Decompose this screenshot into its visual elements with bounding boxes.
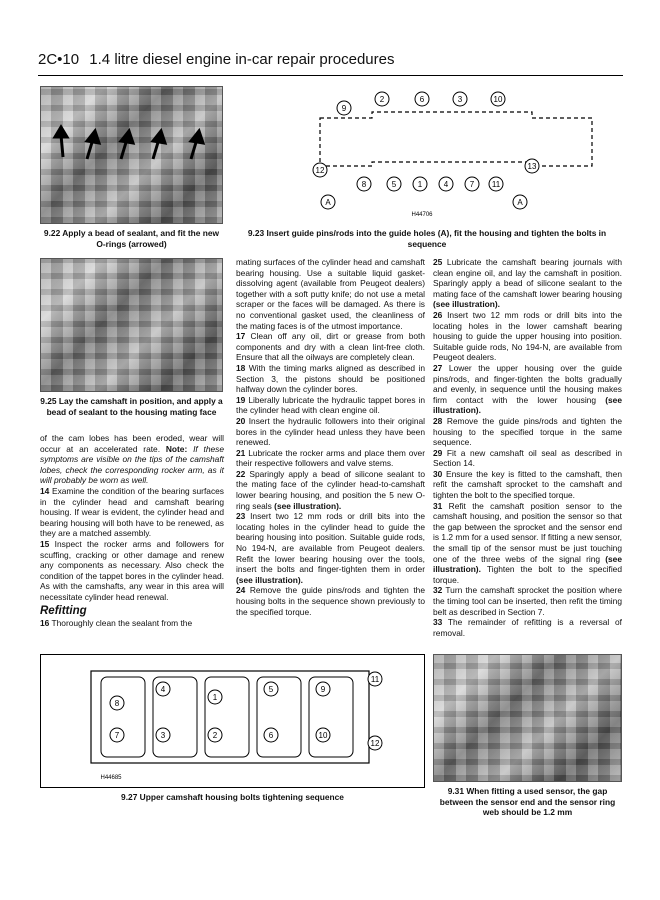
diagram-9-27 [40, 654, 425, 788]
photo-9-31 [433, 654, 622, 782]
diagram-9-23-svg [232, 86, 622, 224]
column-3 [433, 257, 622, 638]
num-2: 2 [379, 95, 385, 104]
arrow-head [153, 131, 165, 143]
caption-9-22: 9.22 Apply a bead of sealant, and fit the new O-rings (arrowed) [43, 228, 220, 249]
para-intro: of the cam lobes has been eroded, wear will occur at an accelerated rate. Note: If these symptoms are visible on the tips of the camshaft lobes, check the corresponding rocker arm, as it will probably be worn as well. [40, 433, 225, 486]
num-3: 3 [457, 95, 463, 104]
num-12: 12 [370, 739, 380, 748]
para-24: 24 Remove the guide pins/rods and tighten the housing bolts in the sequence shown previously to the specified torque. [236, 585, 425, 617]
num-8: 8 [114, 699, 120, 708]
para-14: 14 Examine the condition of the bearing surfaces in the cylinder head and camshaft bearing housing. If wear is evident, the cylinder head and bearing housing will both have to be renewed, as they are a matched assembly. [40, 485, 224, 539]
num-12: 12 [315, 166, 325, 175]
num-4: 4 [160, 685, 166, 694]
num-10: 10 [493, 95, 503, 104]
num-11: 11 [491, 180, 501, 189]
num-5: 5 [268, 685, 274, 694]
num-3: 3 [160, 731, 166, 740]
para-22: 22 Sparingly apply a bead of silicone sealant to the mating face of the cylinder head-to-camshaft lower bearing housing, and position the 5 new O-ring seals (see illustration). [236, 468, 426, 511]
arrow-head [121, 131, 133, 143]
para-31: 31 Refit the camshaft position sensor to the camshaft housing, and position the sensor so that the gap between the sprocket and the sensor end is 1.2 mm for a used sensor. If fitting a new sensor, the small tip of the sensor must be just touching one of the three webs of the signal ring (see illustration). Tighten the bolt to the specified torque. [433, 500, 623, 585]
arrow-head [191, 131, 203, 143]
para-16-cont: mating surfaces of the cylinder head and camshaft bearing housing. Use a suitable liquid gasket-dissolving agent (available from Peugeot dealers) together with a soft putty knife; do not use a metal scraper or the faces will be damaged. As there is no conventional gasket used, the cleanliness of the mating faces is of the utmost importance. [236, 257, 425, 331]
num-1: 1 [417, 180, 423, 189]
caption-9-23: 9.23 Insert guide pins/rods into the guide holes (A), fit the housing and tighten the bolts in sequence [247, 228, 607, 249]
para-16: 16 Thoroughly clean the sealant from the [40, 618, 193, 629]
para-29: 29 Fit a new camshaft oil seal as described in Section 14. [433, 447, 623, 469]
para-21: 21 Lubricate the rocker arms and place them over their respective followers and valve stems. [236, 447, 426, 469]
num-13: 13 [527, 162, 537, 171]
num-5: 5 [391, 180, 397, 189]
caption-9-31: 9.31 When fitting a used sensor, the gap between the sensor end and the sensor ring web should be 1.2 mm [439, 786, 616, 817]
photo-9-22 [40, 86, 223, 224]
caption-9-25: 9.25 Lay the camshaft in position, and apply a bead of sealant to the housing mating face [40, 396, 223, 417]
column-2 [236, 257, 425, 617]
num-6: 6 [268, 731, 274, 740]
arrow-head [55, 127, 67, 137]
num-8: 8 [361, 180, 367, 189]
para-28: 28 Remove the guide pins/rods and tighten the housing to the specified torque in the same sequence. [433, 415, 622, 448]
para-33: 33 The remainder of refitting is a reversal of removal. [433, 617, 622, 638]
para-25: 25 Lubricate the camshaft bearing journals with clean engine oil, and lay the camshaft in position. Sparingly apply a bead of silicone sealant to the mating face of the camshaft lower bearing housing (see illustration). [433, 257, 622, 310]
para-20: 20 Insert the hydraulic followers into their original bores in the cylinder head unless they have been renewed. [236, 415, 425, 448]
num-7: 7 [114, 731, 120, 740]
figure-code: H44685 [100, 775, 122, 781]
diagram-9-27-svg [41, 655, 424, 787]
num-4: 4 [443, 180, 449, 189]
bearing-cap [101, 677, 145, 757]
para-18: 18 With the timing marks aligned as described in Section 3, the pistons should be positioned halfway down the cylinder bores. [236, 362, 425, 395]
num-10: 10 [318, 731, 328, 740]
para-32: 32 Turn the camshaft sprocket the position where the timing tool can be inserted, then refit the timing belt as described in Section 7. [433, 585, 622, 617]
para-27: 27 Lower the upper housing over the guide pins/rods, and finger-tighten the bolts gradually and evenly, in sequence until the housing makes firm contact with the lower housing (see illustration). [433, 362, 622, 416]
arrow-head [87, 131, 99, 143]
num-9: 9 [320, 685, 326, 694]
figure-code: H44706 [411, 212, 433, 218]
diagram-9-23 [232, 86, 622, 224]
bearing-cap [205, 677, 249, 757]
page-header [38, 50, 623, 76]
para-15: 15 Inspect the rocker arms and followers for scuffing, cracking or other damage and renew any components as necessary. Also check the condition of the tappet bores in the cylinder head. As with the camshafts, any wear in this area will necessitate cylinder head renewal. [40, 538, 225, 602]
label-a-left: A [325, 198, 331, 207]
para-19: 19 Liberally lubricate the hydraulic tappet bores in the cylinder head with clean engine oil. [236, 394, 426, 416]
num-9: 9 [341, 104, 347, 113]
page-number: 2C•10 [38, 51, 80, 68]
para-30: 30 Ensure the key is fitted to the camshaft, then refit the camshaft sprocket to the camshaft and tighten the bolt to the specified torque. [433, 468, 622, 501]
page-title: 1.4 litre diesel engine in-car repair procedures [89, 51, 395, 68]
num-6: 6 [419, 95, 425, 104]
column-1 [40, 433, 224, 629]
para-17: 17 Clean off any oil, dirt or grease from both components and dry with a clean lint-free cloth. Ensure that all the oilways are completely clean. [236, 331, 425, 363]
heading-refitting: Refitting [40, 604, 87, 617]
housing-outline [320, 112, 592, 166]
num-11: 11 [370, 675, 380, 684]
arrows-overlay [41, 87, 223, 224]
num-2: 2 [212, 731, 218, 740]
num-7: 7 [469, 180, 475, 189]
num-1: 1 [212, 693, 218, 702]
photo-9-25 [40, 258, 223, 392]
para-23: 23 Insert two 12 mm rods or drill bits into the locating holes in the cylinder head to guide the bearing housing into position. Suitable guide rods, No 194-N, are available from Peugeot dealers. Refit the lower bearing housing over the tools, insert the bolts and finger-tighten them in order (see illustration). [236, 511, 425, 585]
caption-9-27: 9.27 Upper camshaft housing bolts tightening sequence [121, 792, 344, 802]
para-26: 26 Insert two 12 mm rods or drill bits into the locating holes in the lower camshaft bearing housing to guide the upper housing into position. Suitable guide rods, No 194-N, are available from Peugeot dealers. [433, 309, 622, 363]
label-a-right: A [517, 198, 523, 207]
